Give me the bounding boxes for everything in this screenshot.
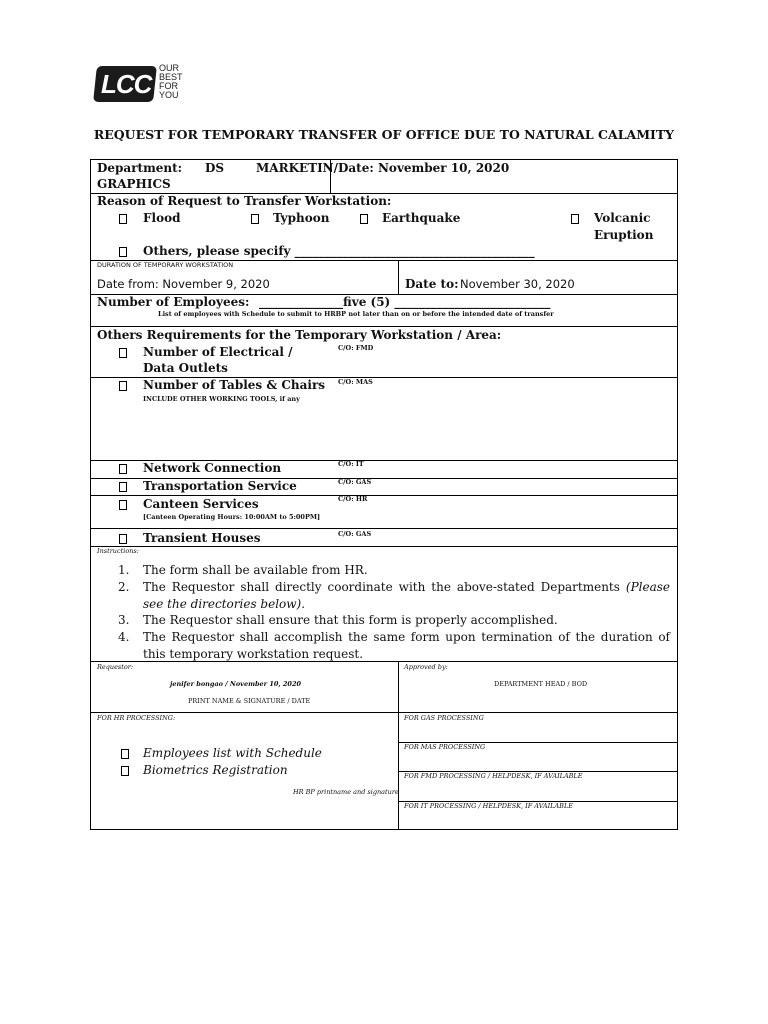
employees-note: List of employees with Schedule to submit to HRBP not later than on or before the intended date of transfer — [158, 310, 554, 318]
hr-signature-label: HR BP printname and signature — [293, 788, 399, 796]
network-co: C/O: IT — [338, 460, 364, 468]
employees-value: ______________five (5) __________________________ — [259, 295, 551, 309]
reason-heading: Reason of Request to Transfer Workstation: — [97, 194, 392, 208]
canteen-label: Canteen Services — [143, 497, 259, 511]
hr-item-employees-list: Employees list with Schedule — [143, 746, 322, 760]
transient-label: Transient Houses — [143, 531, 261, 545]
instructions-caption: Instructions: — [97, 547, 139, 555]
rule — [398, 661, 399, 830]
checkbox-transient[interactable] — [119, 534, 127, 544]
hr-caption: FOR HR PROCESSING: — [97, 714, 176, 722]
electrical-label: Number of Electrical / — [143, 345, 293, 359]
rule — [91, 326, 677, 327]
approved-caption: Approved by: — [404, 663, 448, 671]
network-label: Network Connection — [143, 461, 282, 475]
checkbox-biometrics[interactable] — [121, 766, 129, 776]
it-processing: FOR IT PROCESSING / HELPDESK, IF AVAILABLE — [404, 802, 574, 810]
date-from: Date from: November 9, 2020 — [97, 277, 270, 291]
electrical-co: C/O: FMD — [338, 344, 374, 352]
checkbox-earthquake[interactable] — [360, 214, 368, 224]
electrical-label-line2: Data Outlets — [143, 361, 228, 375]
checkbox-flood[interactable] — [119, 214, 127, 224]
option-volcanic: Volcanic — [594, 211, 651, 225]
rule — [91, 546, 677, 547]
hr-item-biometrics: Biometrics Registration — [143, 763, 288, 777]
checkbox-typhoon[interactable] — [251, 214, 259, 224]
department-value: DS — [205, 161, 225, 175]
checkbox-others[interactable] — [119, 247, 127, 257]
requestor-print-label: PRINT NAME & SIGNATURE / DATE — [188, 697, 311, 705]
option-flood: Flood — [143, 211, 181, 225]
form-title: REQUEST FOR TEMPORARY TRANSFER OF OFFICE DUE TO NATURAL CALAMITY — [93, 127, 675, 142]
tables-label: Number of Tables & Chairs — [143, 378, 326, 392]
checkbox-employees-list[interactable] — [121, 749, 129, 759]
department-value: GRAPHICS — [97, 177, 171, 191]
requirements-heading: Others Requirements for the Temporary Workstation / Area: — [97, 328, 502, 342]
option-volcanic-line2: Eruption — [594, 228, 654, 242]
transient-co: C/O: GAS — [338, 530, 372, 538]
canteen-co: C/O: HR — [338, 495, 368, 503]
fmd-processing: FOR FMD PROCESSING / HELPDESK, IF AVAILABLE — [404, 772, 583, 780]
checkbox-volcanic[interactable] — [571, 214, 579, 224]
checkbox-electrical[interactable] — [119, 348, 127, 358]
form-table — [90, 159, 678, 830]
canteen-note: [Canteen Operating Hours: 10:00AM to 5:00PM] — [143, 513, 321, 521]
approved-role: DEPARTMENT HEAD / BOD — [494, 680, 588, 688]
requestor-name: jenifer bongao / November 10, 2020 — [170, 680, 301, 688]
tables-note: INCLUDE OTHER WORKING TOOLS, if any — [143, 395, 300, 403]
transport-label: Transportation Service — [143, 479, 297, 493]
instruction-item: 2. The Requestor shall directly coordinate with the above-stated Departments (Please see the directories below). — [118, 580, 670, 611]
checkbox-tables[interactable] — [119, 381, 127, 391]
rule — [91, 528, 677, 529]
rule — [398, 260, 399, 294]
department-value: MARKETIN/ — [256, 161, 339, 175]
request-date: Date: November 10, 2020 — [338, 161, 510, 175]
duration-caption: DURATION OF TEMPORARY WORKSTATION — [97, 261, 234, 269]
option-others: Others, please specify ________________________________________ — [143, 244, 535, 258]
gas-processing: FOR GAS PROCESSING — [404, 714, 484, 722]
option-typhoon: Typhoon — [273, 211, 330, 225]
requestor-caption: Requestor: — [97, 663, 134, 671]
logo-tagline: OUR BEST FOR YOU — [159, 63, 183, 100]
date-to-label: Date to: — [405, 277, 459, 291]
logo-text: LCC — [101, 69, 152, 99]
checkbox-transport[interactable] — [119, 482, 127, 492]
instruction-item: 3. The Requestor shall ensure that this form is properly accomplished. — [118, 613, 558, 627]
transport-co: C/O: GAS — [338, 478, 372, 486]
mas-processing: FOR MAS PROCESSING — [404, 743, 486, 751]
instruction-item: 4. The Requestor shall accomplish the same form upon termination of the duration of this temporary workstation request. — [118, 630, 670, 661]
employees-label: Number of Employees: — [97, 295, 250, 309]
date-to-value: November 30, 2020 — [460, 277, 575, 291]
department-label: Department: — [97, 161, 183, 175]
instruction-item: 1. The form shall be available from HR. — [118, 563, 368, 577]
option-earthquake: Earthquake — [382, 211, 461, 225]
rule — [91, 495, 677, 496]
checkbox-canteen[interactable] — [119, 500, 127, 510]
rule — [91, 712, 677, 713]
tables-co: C/O: MAS — [338, 378, 373, 386]
company-logo — [95, 64, 195, 108]
checkbox-network[interactable] — [119, 464, 127, 474]
